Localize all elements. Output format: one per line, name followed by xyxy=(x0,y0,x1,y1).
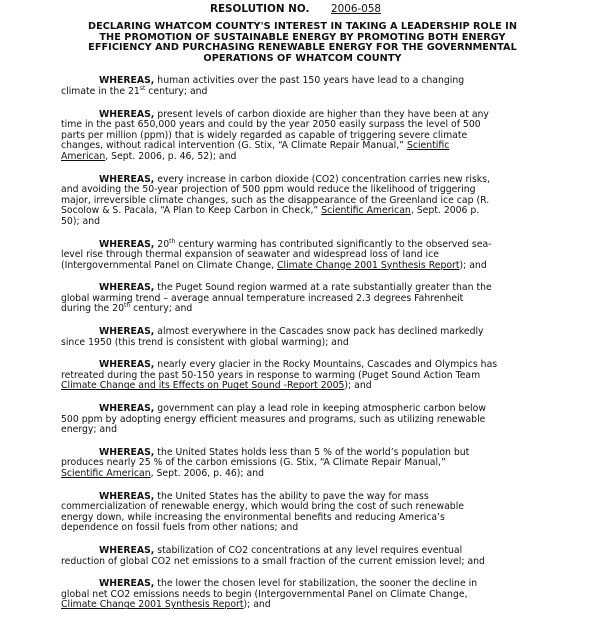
title-line: THE PROMOTION OF SUSTAINABLE ENERGY BY PROMOTING BOTH ENERGY xyxy=(99,31,506,43)
whereas-clause: WHEREAS, the lower the chosen level for stabilization, the sooner the decline in global net CO2 emissions needs to begin (Intergovernmental Panel on Climate Change, Climate Change 2001 Synthesis Report); and xyxy=(61,578,478,611)
whereas-clause: WHEREAS, present levels of carbon dioxide are higher than they have been at any time in the past 650,000 years and could by the year 2050 easily surpass the level of 500 parts per million (ppm)) that is widely regarded as capable of triggering severe climate changes, without radical intervention (G. Stix, “A Climate Repair Manual,” Scientific American, Sept. 2006, p. 46, 52); and xyxy=(61,108,489,162)
resolution-title xyxy=(61,22,544,64)
resolution-number: 2006-058 xyxy=(331,3,382,15)
whereas-clause: WHEREAS, human activities over the past 150 years have lead to a changing climate in the 21st century; and xyxy=(61,75,465,97)
whereas-clause: WHEREAS, almost everywhere in the Cascades snow pack has declined markedly since 1950 (this trend is consistent with global warming); and xyxy=(61,326,484,348)
whereas-clause: WHEREAS, the Puget Sound region warmed at a rate substantially greater than the global warming trend – average annual temperature increased 2.3 degrees Fahrenheit during the 20th century; and xyxy=(61,282,492,315)
whereas-clause: WHEREAS, every increase in carbon dioxide (CO2) concentration carries new risks, and avoiding the 50-year projection of 500 ppm would reduce the likelihood of triggering major, irreversible climate changes, such as the disappearance of the Greenland ice cap (R. Socolow & S. Pacala, “A Plan to Keep Carbon in Check,” Scientific American, Sept. 2006 p. 50); and xyxy=(61,173,490,227)
resolution-label: RESOLUTION NO. xyxy=(209,3,310,15)
whereas-clause: WHEREAS, stabilization of CO2 concentrations at any level requires eventual reduction of global CO2 net emissions to a small fraction of the current emission level; and xyxy=(61,544,485,567)
title-line: EFFICIENCY AND PURCHASING RENEWABLE ENERGY FOR THE GOVERNMENTAL xyxy=(88,42,517,54)
whereas-clause: WHEREAS, government can play a lead role in keeping atmospheric carbon below 500 ppm by adopting energy efficient measures and programs, such as utilizing renewable energy; and xyxy=(61,403,486,436)
whereas-clause: WHEREAS, the United States has the ability to pave the way for mass commercialization of renewable energy, which would bring the cost of such renewable energy down, while increasing the environmental benefits and reducing America’s dependence on fossil fuels from other nations; and xyxy=(61,490,465,534)
whereas-clause: WHEREAS, 20th century warming has contributed significantly to the observed sea- level rise through thermal expansion of seawater and widespread loss of land ice (Intergovernmental Panel on Climate Change, Climate Change 2001 Synthesis Report); and xyxy=(61,237,492,271)
whereas-clause: WHEREAS, the United States holds less than 5 % of the world’s population but produces nearly 25 % of the carbon emissions (G. Stix, “A Climate Repair Manual,” Scientific American, Sept. 2006, p. 46); and xyxy=(61,446,470,479)
whereas-clause: WHEREAS, nearly every glacier in the Rocky Mountains, Cascades and Olympics has retreated during the past 50-150 years in response to warming (Puget Sound Action Team Climate Change and its Effects on Puget Sound -Report 2005); and xyxy=(61,359,498,392)
resolution-number-line xyxy=(61,0,544,16)
title-line: OPERATIONS OF WHATCOM COUNTY xyxy=(203,52,402,64)
title-line: DECLARING WHATCOM COUNTY'S INTEREST IN TAKING A LEADERSHIP ROLE IN xyxy=(88,21,517,32)
